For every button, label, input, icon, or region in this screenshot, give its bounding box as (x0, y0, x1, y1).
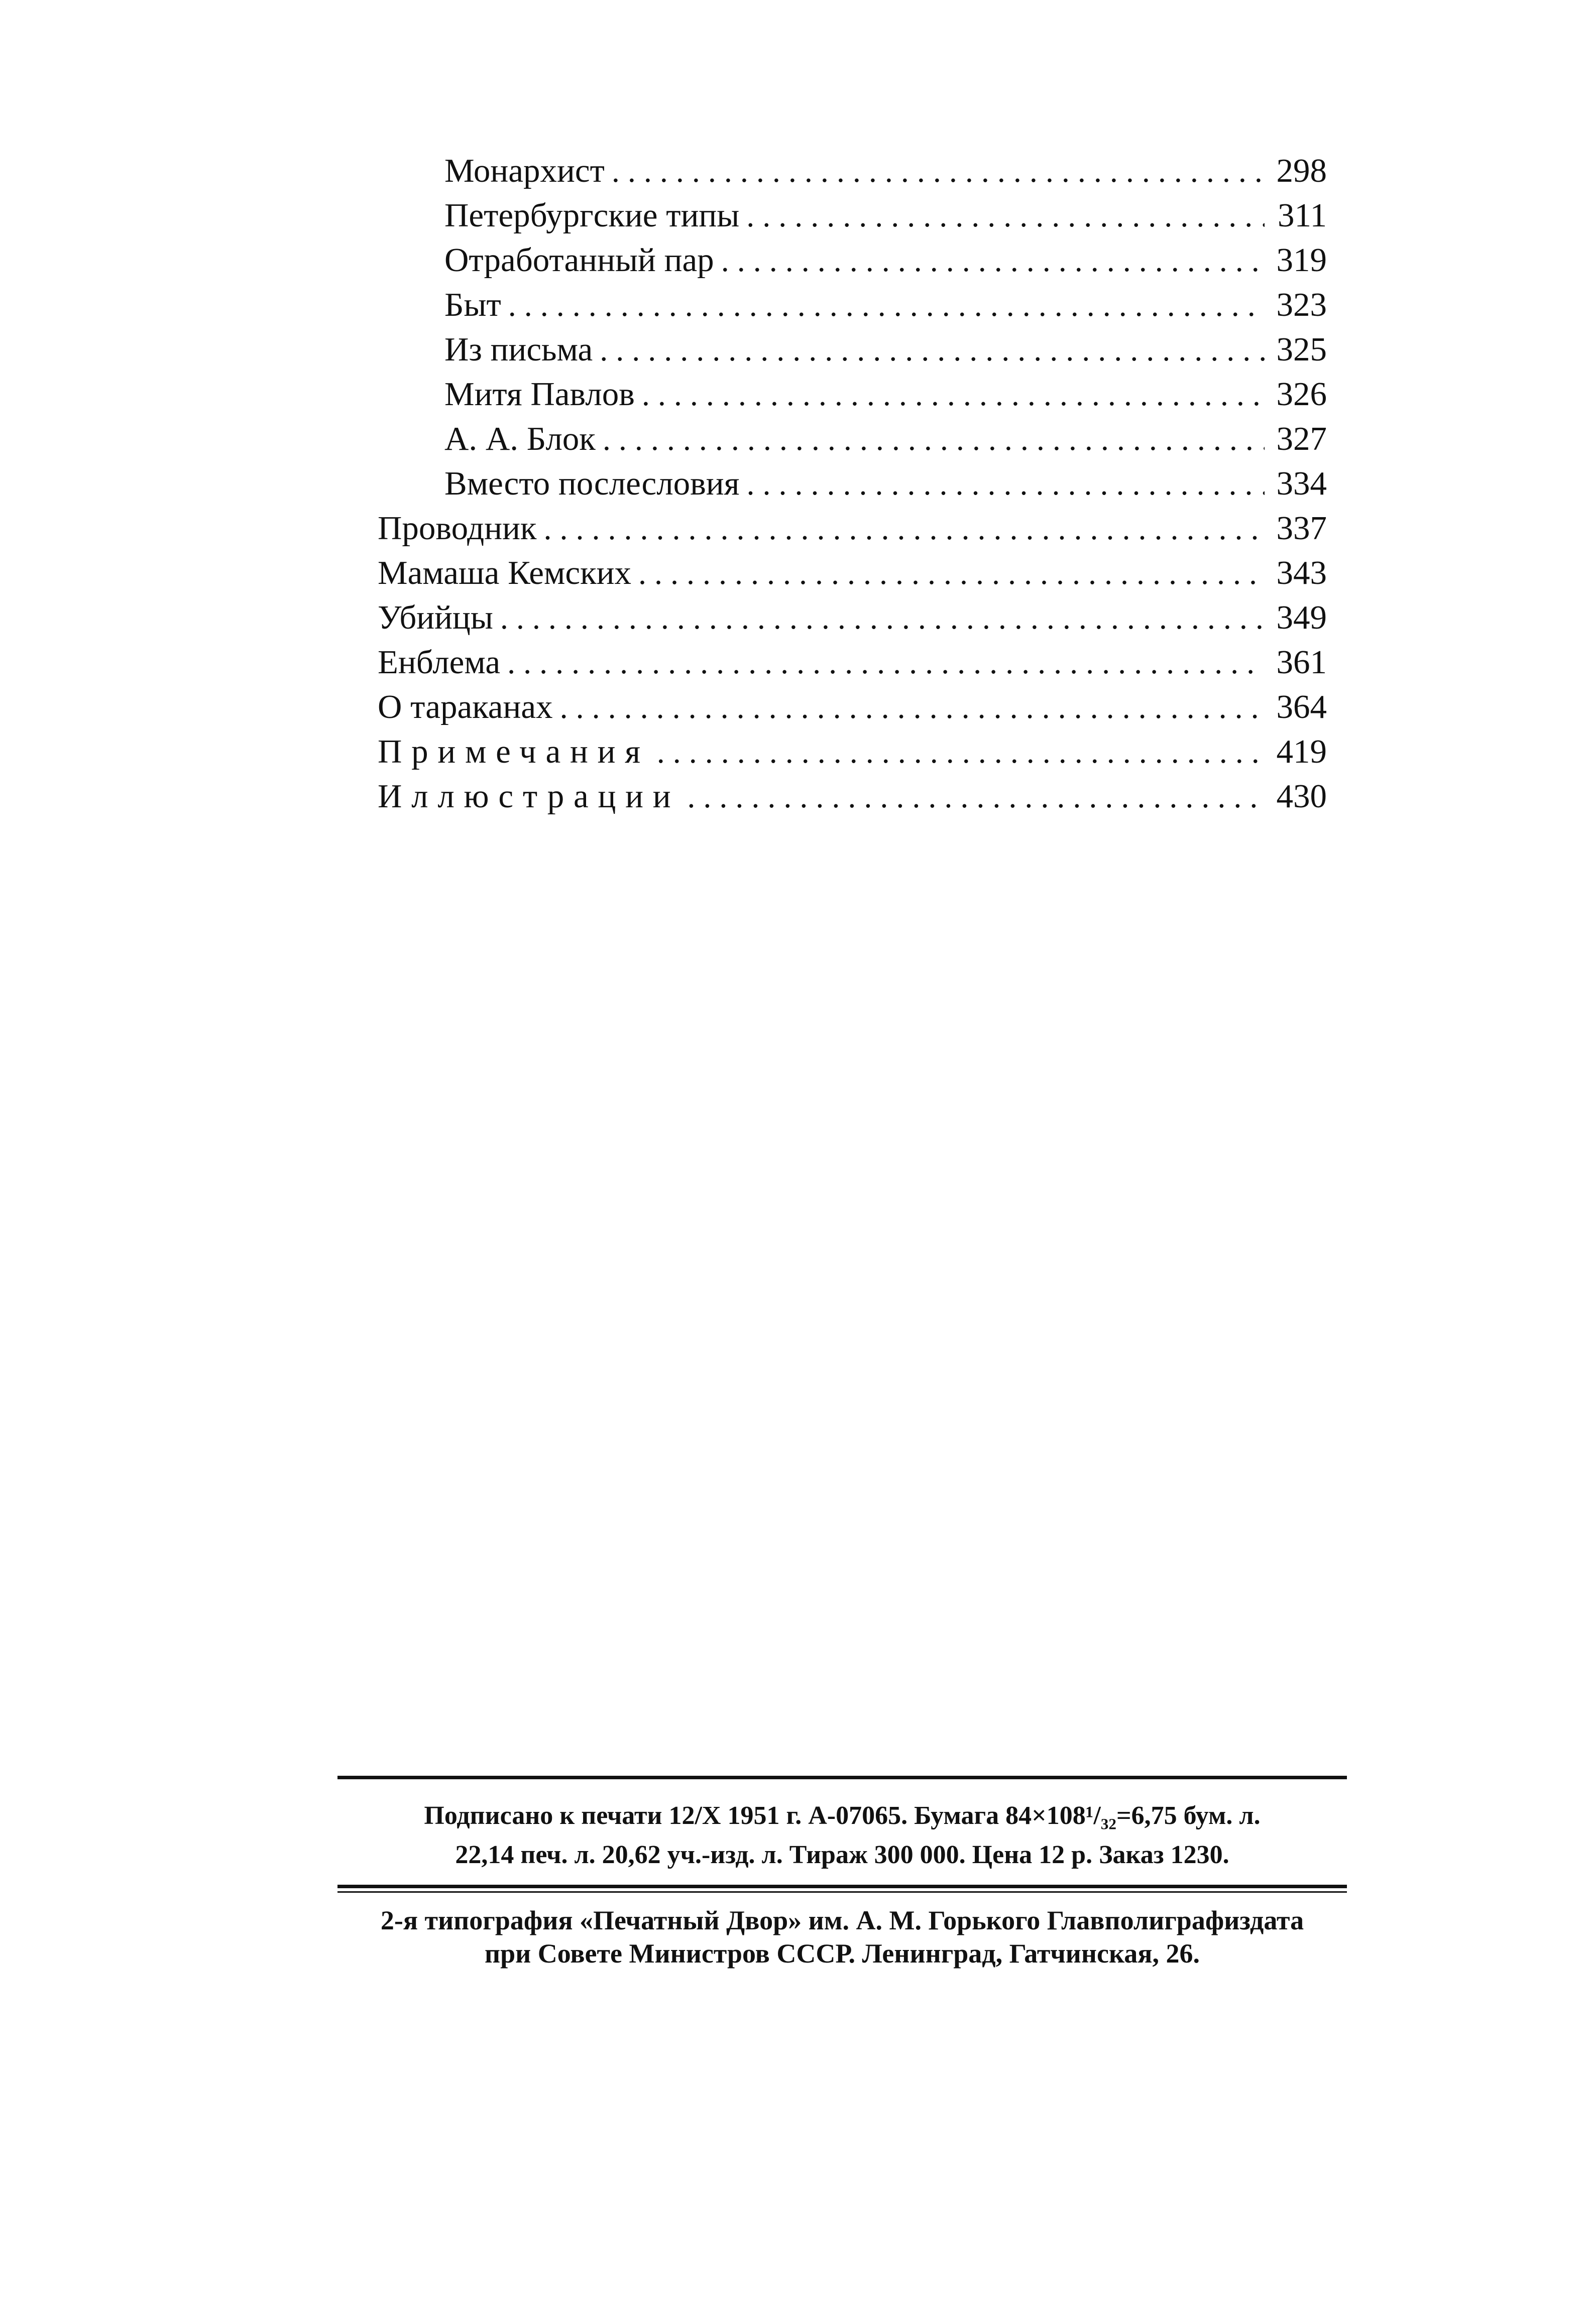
toc-entry (378, 640, 1327, 685)
toc-entry-title: Енблема (378, 644, 501, 681)
toc-leader-dots (612, 149, 1265, 193)
toc-leader-dots (642, 372, 1265, 417)
toc-entry (378, 461, 1327, 506)
toc-entry-title: А. А. Блок (444, 420, 596, 457)
imprint-middle-rule (337, 1885, 1347, 1888)
toc-leader-dots (600, 327, 1265, 372)
toc-entry (378, 327, 1327, 372)
imprint-printer-block (337, 1893, 1347, 1980)
toc-entry (378, 193, 1327, 238)
toc-entry-title: Убийцы (378, 599, 493, 636)
toc-entry-page: 419 (1276, 733, 1327, 770)
toc-entry (378, 372, 1327, 417)
toc-entry-page: 326 (1276, 376, 1327, 413)
toc-entry (378, 551, 1327, 595)
toc-leader-dots (687, 774, 1265, 819)
toc-leader-dots (543, 506, 1265, 551)
toc-leader-dots (508, 283, 1265, 327)
toc-leader-dots (746, 461, 1265, 506)
toc-entry-title: О тараканах (378, 688, 553, 725)
toc-leader-dots (500, 595, 1265, 640)
toc-entry-title: Петербургские типы (444, 197, 740, 234)
toc-entry-page: 337 (1276, 510, 1327, 547)
toc-entry-page: 298 (1276, 152, 1327, 189)
toc-entry-page: 349 (1276, 599, 1327, 636)
toc-entry-page: 334 (1276, 465, 1327, 502)
toc-leader-dots (657, 729, 1265, 774)
toc-leader-dots (721, 238, 1265, 283)
imprint-signed-line: Подписано к печати 12/X 1951 г. А-07065. Бумага 84×108¹/₃₂=6,75 бум. л. (424, 1801, 1261, 1830)
toc-entry-page: 319 (1276, 241, 1327, 279)
toc-entry-page: 325 (1276, 331, 1327, 368)
imprint-signed-block (337, 1779, 1347, 1885)
toc-entry (378, 729, 1327, 774)
toc-entry (378, 685, 1327, 729)
toc-entry-title: Монархист (444, 152, 605, 189)
toc-leader-dots (507, 640, 1265, 685)
toc-leader-dots (603, 417, 1265, 461)
toc-entry (378, 238, 1327, 283)
toc-entry-title: Из письма (444, 331, 593, 368)
imprint-printer-line: при Совете Министров СССР. Ленинград, Гатчинская, 26. (484, 1938, 1200, 1969)
toc-entry (378, 595, 1327, 640)
imprint-signed-line: 22,14 печ. л. 20,62 уч.-изд. л. Тираж 300 000. Цена 12 р. Заказ 1230. (455, 1841, 1229, 1869)
toc-entry-page: 323 (1276, 286, 1327, 323)
toc-leader-dots (560, 685, 1265, 729)
imprint-printer-line: 2-я типография «Печатный Двор» им. А. М. Горького Главполиграфиздата (380, 1905, 1304, 1935)
toc-leader-dots (746, 193, 1265, 238)
toc-entry-title: Примечания (378, 733, 650, 770)
toc-entry (378, 774, 1327, 819)
table-of-contents (378, 149, 1327, 819)
toc-entry-title: Иллюстрации (378, 778, 680, 815)
toc-entry-page: 364 (1276, 688, 1327, 725)
toc-leader-dots (638, 551, 1265, 595)
toc-entry (378, 506, 1327, 551)
toc-entry-title: Вместо послесловия (444, 465, 740, 502)
toc-entry-title: Быт (444, 286, 501, 323)
toc-entry-page: 343 (1276, 554, 1327, 591)
toc-entry-page: 361 (1276, 644, 1327, 681)
toc-entry-title: Проводник (378, 510, 537, 547)
toc-entry-page: 311 (1277, 197, 1327, 234)
toc-entry (378, 417, 1327, 461)
toc-entry-page: 430 (1276, 778, 1327, 815)
toc-entry-title: Мамаша Кемских (378, 554, 631, 591)
imprint-top-rule (337, 1776, 1347, 1779)
toc-entry-title: Отработанный пар (444, 241, 714, 279)
toc-entry-title: Митя Павлов (444, 376, 635, 413)
toc-entry (378, 283, 1327, 327)
toc-entry-page: 327 (1276, 420, 1327, 457)
imprint (337, 1776, 1347, 1980)
toc-entry (378, 149, 1327, 193)
